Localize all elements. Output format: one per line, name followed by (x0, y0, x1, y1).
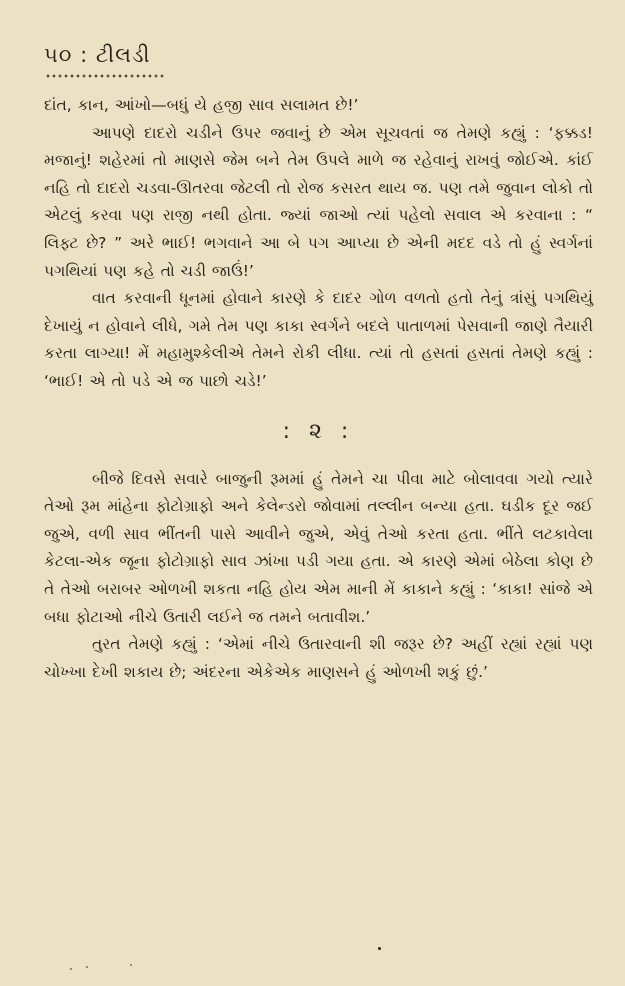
paragraph-2: આપણે દાદરો ચડીને ઉપર જવાનું છે એમ સૂચવતાં જ તેમણે કહ્યું : ‘ફક્કડ! મજાનું! શહેરમાં તો માણસે જેમ બને તેમ ઉપલે માળે જ રહેવાનું રાખવું જોઈએ. કાંઈ નહિ તો દાદરો ચડવા-ઊતરવા જેટલી તો રોજ કસરત થાય જ. પણ તમે જુવાન લોકો તો એટલું કરવા પણ રાજી નથી હોતા. જ્યાં જાઓ ત્યાં પહેલો સવાલ એ કરવાના : “ લિફ્ટ છે? ” અરે ભાઈ! ભગવાને આ બે પગ આપ્યા છે એની મદદ વડે તો હું સ્વર્ગનાં પગથિયાં પણ કહે તો ચડી જાઉં!’ (44, 123, 593, 280)
paragraph-5: તુરત તેમણે કહ્યું : ‘એમાં નીચે ઉતારવાની શી જરૂર છે? અહીં રહ્યાં રહ્યાં પણ ચોખ્ખા દેખી શકાય છે; અંદરના એકેએક માણસને હું ઓળખી શકું છું.’ (44, 635, 593, 681)
section-number: : ૨ : (282, 418, 355, 444)
ink-speck (378, 947, 381, 950)
ink-speck (86, 966, 88, 968)
running-head: ૫૦ : ટીલડી (44, 43, 151, 67)
paragraph-4: બીજે દિવસે સવારે બાજુની રૂમમાં હું તેમને ચા પીવા માટે બોલાવવા ગયો ત્યારે તેઓ રૂમ માંહેના ફોટોગ્રાફો અને કેલેન્ડરો જોવામાં તલ્લીન બન્યા હતા. ઘડીક દૂર જઈ જુએ, વળી સાવ ભીંતની પાસે આવીને જુએ, એવું તેઓ કરતા હતા. ભીંતે લટકાવેલા કેટલા-એક જૂના ફોટોગ્રાફો સાવ ઝાંખા પડી ગયા હતા. એ કારણે એમાં બેઠેલા કોણ છે તે તેઓ બરાબર ઓળખી શકતા નહિ હોય એમ માની મેં કાકાને કહ્યું : ‘કાકા! સાંજે એ બધા ફોટાઓ નીચે ઉતારી લઈને જ તમને બતાવીશ.’ (44, 469, 593, 626)
paragraph-3: વાત કરવાની ધૂનમાં હોવાને કારણે કે દાદર ગોળ વળતો હતો તેનું ત્રાંસું પગથિયું દેખાયું ન હોવાને લીધે, ગમે તેમ પણ કાકા સ્વર્ગને બદલે પાતાળમાં પેસવાની જાણે તૈયારી કરતા લાગ્યા! મેં મહામુશ્કેલીએ તેમને રોકી લીધા. ત્યાં તો હસતાં હસતાં તેમણે કહ્યું : ‘ભાઈ! એ તો પડે એ જ પાછો ચડે!’ (44, 289, 593, 390)
ink-speck (70, 968, 72, 970)
ink-speck (130, 964, 132, 966)
running-head-ornament-rule (44, 72, 166, 80)
paragraph-1: દાંત, કાન, આંખો—બધું યે હજી સાવ સલામત છે!’ (44, 96, 359, 114)
